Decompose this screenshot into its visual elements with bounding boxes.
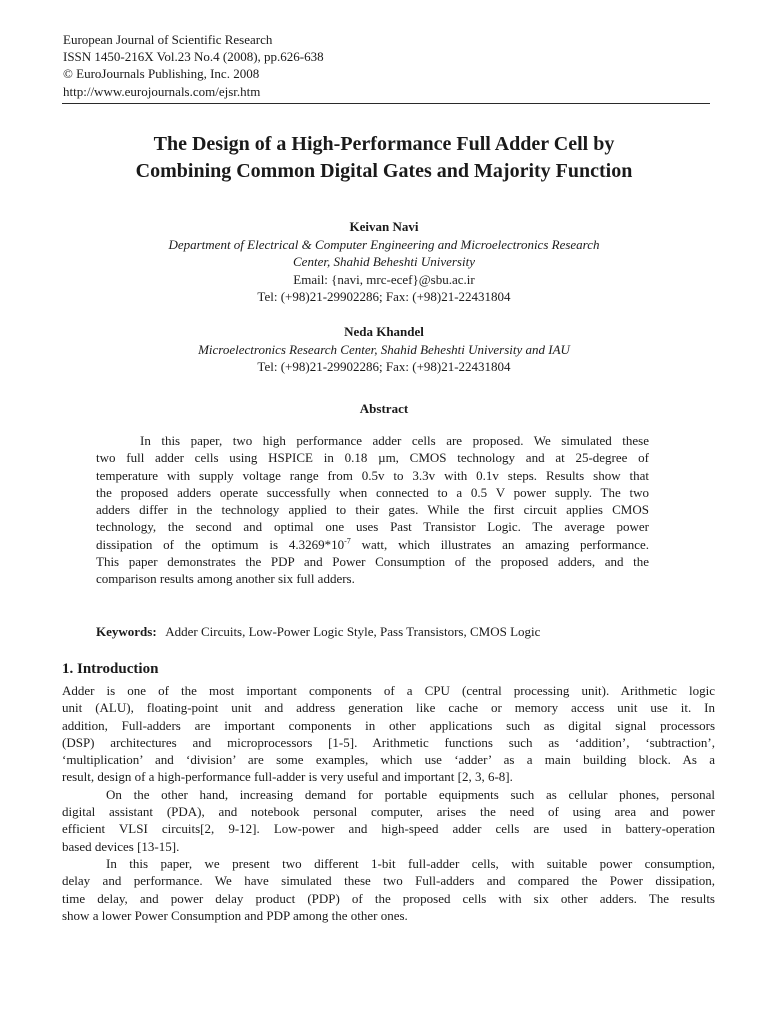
- author-phone: Tel: (+98)21-29902286; Fax: (+98)21-22431804: [257, 359, 511, 374]
- author-block-2: [40, 323, 728, 376]
- intro-line: result, design of a high-performance full-adder is very useful and important [2, 3, 6-8].: [62, 769, 513, 785]
- intro-line: ‘multiplication’ and ‘division’ are some examples, which use ‘adder’ as a main building block. As a: [62, 752, 715, 768]
- intro-line: time delay, and power delay product (PDP) of the proposed cells with six other adders. The results: [62, 890, 715, 906]
- author-affiliation: Department of Electrical & Computer Engineering and Microelectronics Research: [168, 236, 600, 252]
- keywords-label: Keywords:: [96, 624, 157, 639]
- paper-title: [40, 131, 728, 185]
- paper-title-line-2: Combining Common Digital Gates and Majority Function: [135, 160, 633, 182]
- abstract-heading: Abstract: [359, 401, 409, 416]
- intro-line: based devices [13-15].: [62, 838, 180, 854]
- intro-line: In this paper, we present two different 1-bit full-adder cells, with suitable power consumption,: [106, 855, 715, 871]
- keywords: [96, 623, 696, 640]
- author-block-1: [40, 218, 728, 306]
- intro-line: addition, Full-adders are important components in other applications such as digital signal processors: [62, 717, 715, 733]
- journal-url: http://www.eurojournals.com/ejsr.htm: [63, 83, 261, 99]
- journal-issn: ISSN 1450-216X Vol.23 No.4 (2008), pp.626-638: [63, 49, 324, 65]
- abstract-line: two full adder cells using HSPICE in 0.18 µm, CMOS technology and at 25-degree of: [96, 450, 649, 466]
- introduction-body: [62, 682, 715, 924]
- abstract-exponent: -7: [344, 536, 351, 546]
- abstract-line: temperature with supply voltage range from 0.5v to 3.3v with 0.1v steps. Results show that: [96, 467, 649, 483]
- section-heading-introduction: 1. Introduction: [62, 661, 159, 677]
- intro-line: efficient VLSI circuits[2, 9-12]. Low-power and high-speed adder cells are used in battery-operation: [62, 821, 715, 837]
- abstract-line: comparison results among another six full adders.: [96, 571, 355, 587]
- author-email: Email: {navi, mrc-ecef}@sbu.ac.ir: [293, 271, 475, 287]
- abstract-line: This paper demonstrates the PDP and Power Consumption of the proposed adders, and the: [96, 554, 649, 570]
- keywords-text: Adder Circuits, Low-Power Logic Style, Pass Transistors, CMOS Logic: [165, 624, 541, 639]
- abstract-line: the proposed adders operate successfully when connected to a 0.5 V power supply. The two: [96, 484, 649, 500]
- abstract-line: technology, the second and optimal one uses Past Transistor Logic. The average power: [96, 519, 649, 535]
- header-divider: [62, 103, 710, 104]
- intro-line: show a lower Power Consumption and PDP among the other ones.: [62, 907, 408, 923]
- abstract-line: adders differ in the technology applied to their gates. While the first circuit applies CMOS: [96, 502, 649, 518]
- abstract-line: [96, 536, 649, 553]
- paper-title-line-1: The Design of a High-Performance Full Adder Cell by: [153, 133, 615, 155]
- intro-line: digital assistant (PDA), and notebook personal computer, arises the need of using area and power: [62, 804, 715, 820]
- abstract-power-tail: watt, which illustrates an amazing performance.: [350, 536, 649, 552]
- journal-name: European Journal of Scientific Research: [63, 32, 273, 47]
- author-affiliation: Microelectronics Research Center, Shahid Beheshti University and IAU: [198, 341, 570, 357]
- abstract-power-value: dissipation of the optimum is 4.3269*10: [96, 536, 345, 552]
- author-name: Neda Khandel: [344, 324, 424, 339]
- abstract-line: In this paper, two high performance adder cells are proposed. We simulated these: [140, 433, 649, 448]
- intro-line: (DSP) architectures and microprocessors [1-5]. Arithmetic functions such as ‘addition’, ‘subtraction’,: [62, 734, 715, 750]
- intro-line: On the other hand, increasing demand for portable equipments such as cellular phones, personal: [106, 786, 715, 802]
- intro-line: Adder is one of the most important components of a CPU (central processing unit). Arithmetic logic: [62, 683, 715, 698]
- author-name: Keivan Navi: [349, 219, 419, 234]
- author-phone: Tel: (+98)21-29902286; Fax: (+98)21-22431804: [257, 289, 511, 304]
- intro-line: delay and performance. We have simulated these two Full-adders and compared the Power dissipation,: [62, 873, 715, 889]
- journal-copyright: © EuroJournals Publishing, Inc. 2008: [63, 66, 260, 82]
- intro-line: unit (ALU), floating-point unit and address generation like cache or memory access unit use it. In: [62, 700, 715, 716]
- abstract-body: [96, 432, 649, 588]
- author-affiliation: Center, Shahid Beheshti University: [293, 254, 475, 269]
- journal-header: [63, 31, 703, 100]
